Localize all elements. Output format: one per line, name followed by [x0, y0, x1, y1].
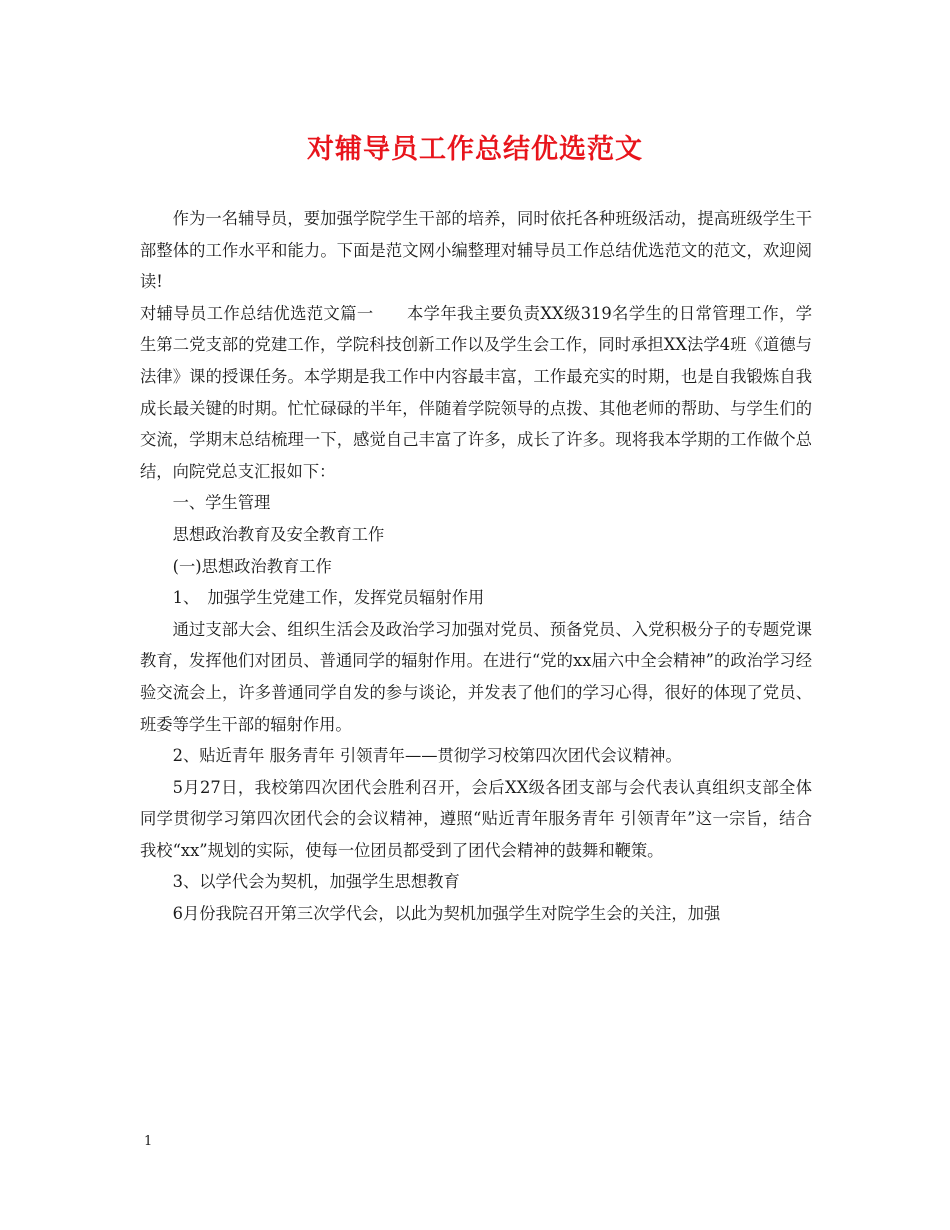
paragraph-section-one: 对辅导员工作总结优选范文篇一 本学年我主要负责XX级319名学生的日常管理工作，学生第二党支部的党建工作，学院科技创新工作以及学生会工作，同时承担XX法学4班《道德与法律》课的授课任务。本学期是我工作中内容最丰富，工作最充实的时期，也是自我锻炼自我成长最关键的时期。忙忙碌碌的半年，伴随着学院领导的点拨、其他老师的帮助、与学生们的交流，学期末总结梳理一下，感觉自己丰富了许多，成长了许多。现将我本学期的工作做个总结，向院党总支汇报如下： [140, 303, 812, 481]
page-number: 1 [144, 1134, 153, 1149]
paragraph-league-congress: 5月27日，我校第四次团代会胜利召开，会后XX级各团支部与会代表认真组织支部全体同学贯彻学习第四次团代会的会议精神，遵照“贴近青年服务青年 引领青年”这一宗旨，结合我校“xx”规划的实际，使每一位团员都受到了团代会精神的鼓舞和鞭策。 [140, 777, 812, 860]
paragraph-intro: 作为一名辅导员，要加强学院学生干部的培养，同时依托各种班级活动，提高班级学生干部整体的工作水平和能力。下面是范文网小编整理对辅导员工作总结优选范文的范文，欢迎阅读! [140, 209, 812, 292]
heading-youth-service: 2、贴近青年 服务青年 引领青年——贯彻学习校第四次团代会议精神。 [172, 746, 682, 766]
document-title: 对辅导员工作总结优选范文 [307, 134, 643, 165]
document-body [140, 203, 812, 930]
paragraph-party-building: 通过支部大会、组织生活会及政治学习加强对党员、预备党员、入党积极分子的专题党课教育，发挥他们对团员、普通同学的辐射作用。在进行“党的xx届六中全会精神”的政治学习经验交流会上，许多普通同学自发的参与谈论，并发表了他们的学习心得，很好的体现了党员、班委等学生干部的辐射作用。 [140, 619, 812, 734]
heading-student-management: 一、学生管理 [172, 493, 271, 513]
heading-student-congress: 3、以学代会为契机，加强学生思想教育 [172, 872, 460, 892]
heading-party-building: 1、 加强学生党建工作，发挥党员辐射作用 [172, 588, 485, 608]
heading-political-safety-education: 思想政治教育及安全教育工作 [172, 524, 385, 544]
paragraph-student-congress: 6月份我院召开第三次学代会，以此为契机加强学生对院学生会的关注，加强 [172, 904, 721, 924]
heading-political-education: (一)思想政治教育工作 [172, 556, 332, 576]
